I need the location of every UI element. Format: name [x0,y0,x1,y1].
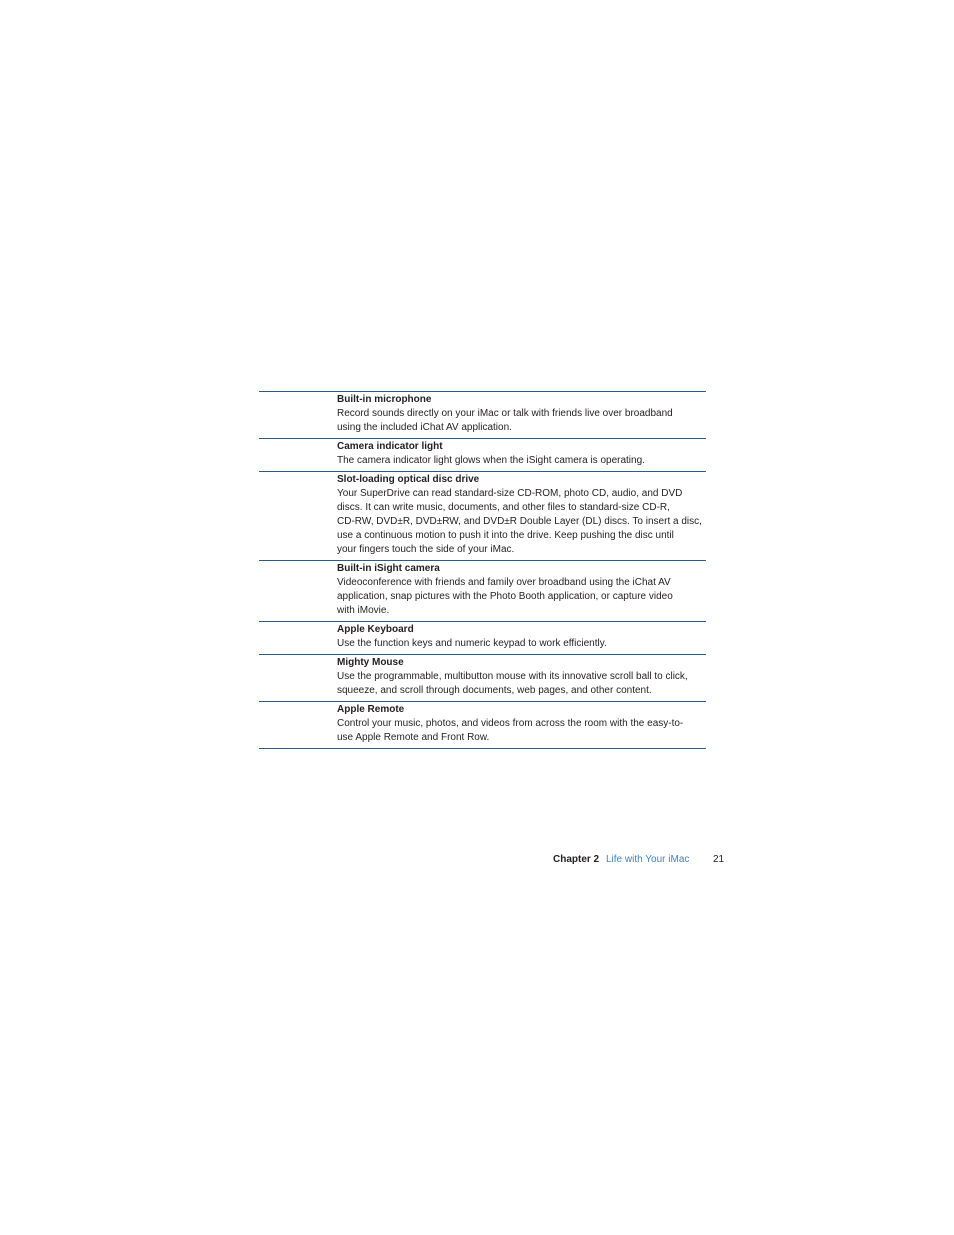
feature-description-line: Record sounds directly on your iMac or talk with friends live over broadband [337,408,673,419]
feature-apple-keyboard [259,622,706,655]
feature-description-line: with iMovie. [337,605,390,616]
feature-description-line: Control your music, photos, and videos from across the room with the easy-to- [337,718,684,729]
feature-text [337,655,697,701]
feature-mighty-mouse [259,655,706,702]
feature-built-in-microphone [259,392,706,439]
feature-text [337,472,702,560]
feature-description-line: discs. It can write music, documents, and other files to standard-size CD-R, [337,502,670,513]
feature-title: Apple Remote [337,704,405,715]
feature-description-line: application, snap pictures with the Photo Booth application, or capture video [337,591,673,602]
feature-text [337,561,697,621]
feature-description-line: Videoconference with friends and family over broadband using the iChat AV [337,577,671,588]
feature-title: Mighty Mouse [337,657,404,668]
feature-title: Camera indicator light [337,441,443,452]
feature-description-line: Your SuperDrive can read standard-size CD-ROM, photo CD, audio, and DVD [337,488,683,499]
feature-description-line: Use the function keys and numeric keypad to work efficiently. [337,638,607,649]
feature-description-line: use Apple Remote and Front Row. [337,732,490,743]
feature-description-line: using the included iChat AV application. [337,422,512,433]
feature-text [337,439,697,471]
page-number: 21 [713,854,725,865]
feature-camera-indicator-light [259,439,706,472]
feature-description-line: squeeze, and scroll through documents, web pages, and other content. [337,685,652,696]
page-footer [0,853,954,869]
feature-text [337,392,697,438]
feature-description-line: The camera indicator light glows when the iSight camera is operating. [337,455,645,466]
feature-apple-remote [259,702,706,749]
feature-text [337,702,697,748]
feature-text [337,622,697,654]
feature-description-line: use a continuous motion to push it into the drive. Keep pushing the disc until [337,530,674,541]
feature-title: Slot-loading optical disc drive [337,474,480,485]
feature-slot-loading-optical-disc-drive [259,472,706,561]
chapter-label: Chapter 2 [553,854,600,865]
feature-title: Built-in microphone [337,394,432,405]
feature-description-line: Use the programmable, multibutton mouse with its innovative scroll ball to click, [337,671,688,682]
feature-list [259,391,706,749]
feature-title: Apple Keyboard [337,624,414,635]
feature-title: Built-in iSight camera [337,563,440,574]
chapter-title: Life with Your iMac [606,854,690,865]
feature-built-in-isight-camera [259,561,706,622]
feature-description-line: your fingers touch the side of your iMac. [337,544,515,555]
feature-description-line: CD-RW, DVD±R, DVD±RW, and DVD±R Double Layer (DL) discs. To insert a disc, [337,516,702,527]
